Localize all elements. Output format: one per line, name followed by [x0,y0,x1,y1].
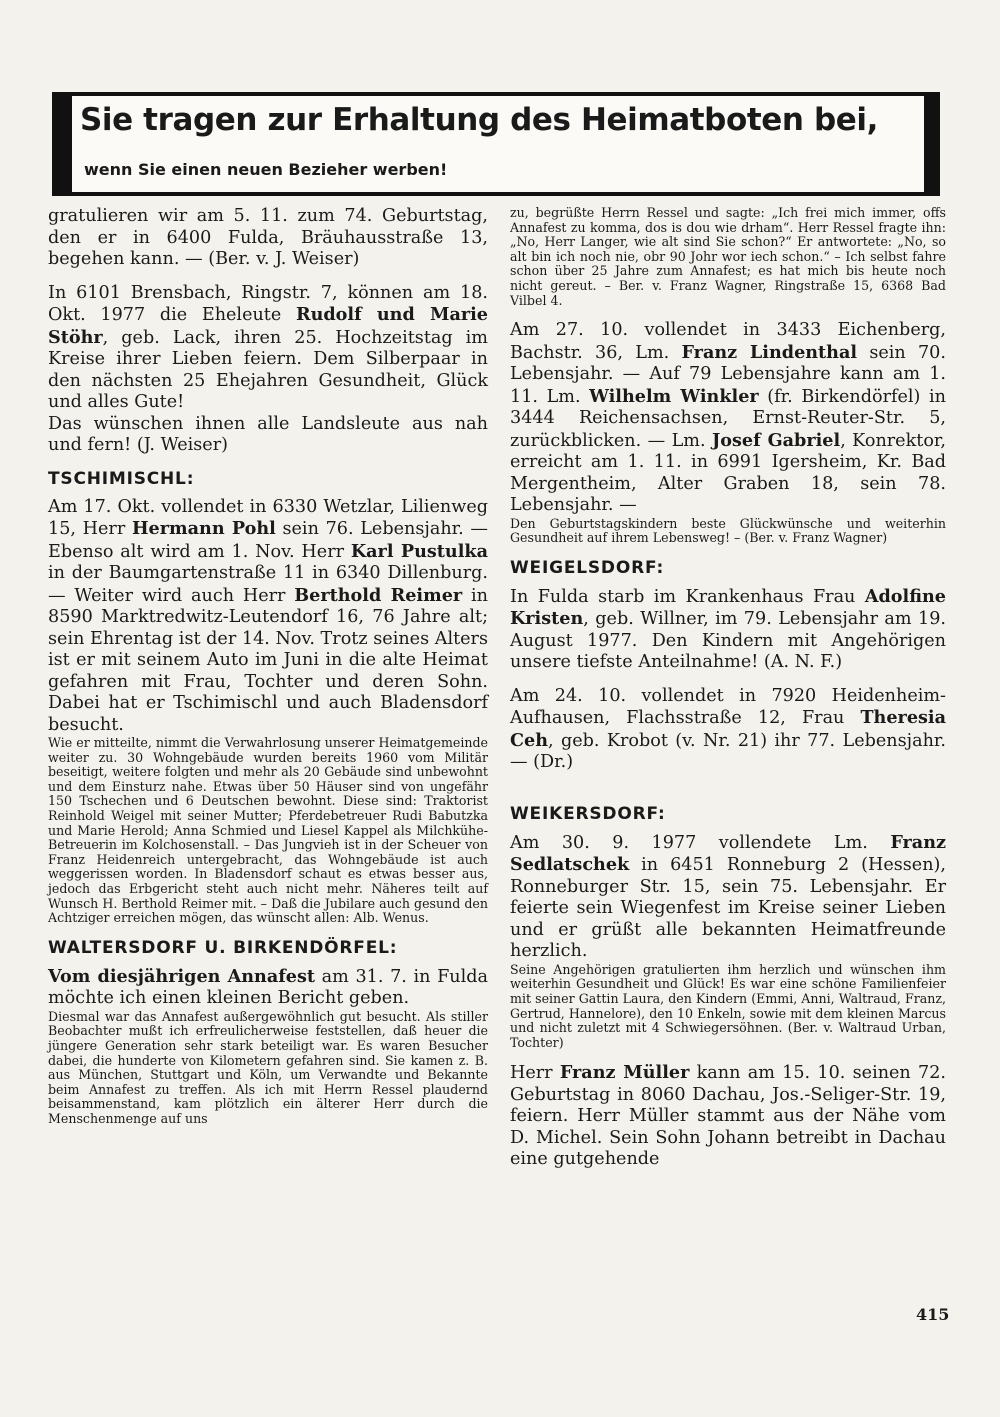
birkendoerfel-birthdays-paragraph: Am 27. 10. vollendet in 3433 Eichenberg, Bachstr. 36, Lm. Franz Lindenthal sein 70. Lebensjahr. — Auf 79 Lebensjahre kann am 1. 11. Lm. Wilhelm Winkler (fr. Birkendörfel) in 3444 Reichensachsen, Ernst-Reuter-Str. 5, zurückblicken. — Lm. Josef Gabriel, Konrektor, erreicht am 1. 11. in 6991 Igersheim, Kr. Bad Mergentheim, Alter Graben 18, sein 78. Lebensjahr. — [510,320,946,516]
banner-bar-right [924,96,936,192]
section-heading-waltersdorf: WALTERSDORF U. BIRKENDÖRFEL: [48,937,398,958]
birthday-dachau-paragraph: Herr Franz Müller kann am 15. 10. seinen 72. Geburtstag in 8060 Dachau, Jos.-Seliger-Str. 19, feiern. Herr Müller stammt aus der Nähe vom D. Michel. Sein Sohn Johann betreibt in Dachau eine gutgehende [510,1062,947,1170]
birthday-ronneburg-paragraph: Am 30. 9. 1977 vollendete Lm. Franz Sedlatschek in 6451 Ronneburg 2 (Hessen), Ronneburger Str. 15, sein 75. Lebensjahr. Er feierte sein Wiegenfest im Kreise seiner Lieben und er grüßt alle bekannten Heimatfreunde herzlich. [510,831,946,962]
banner-subtitle: wenn Sie einen neuen Bezieher werben! [84,160,448,179]
section-heading-weigelsdorf: WEIGELSDORF: [510,557,665,578]
annafest-intro-paragraph: Vom diesjährigen Annafest am 31. 7. in Fulda möchte ich einen kleinen Bericht geben. [48,965,488,1009]
obituary-paragraph: In Fulda starb im Krankenhaus Frau Adolfine Kristen, geb. Willner, im 79. Lebensjahr am 19. August 1977. Den Kindern mit Angehörigen unsere tiefste Anteilnahme! (A. N. F.) [510,585,946,673]
annafest-continuation-paragraph: zu, begrüßte Herrn Ressel und sagte: „Ich frei mich immer, offs Annafest zu komma, dos is dou wie drham“. Herr Ressel fragte ihn: „No, Herr Langer, wie alt sind Sie schon?“ Er antwortete: „No, so alt bin ich noch nie, obr 90 Johr wor iech schon.“ – Ich selbst fahre schon über 25 Jahre zum Annafest; es hat mich bis heute noch nicht gereut. – Ber. v. Franz Wagner, Ringstraße 15, 6368 Bad Vilbel 4. [510,205,946,308]
greeting-paragraph: Das wünschen ihnen alle Landsleute aus nah und fern! (J. Weiser) [48,413,488,455]
tschimischl-report-paragraph: Wie er mitteilte, nimmt die Verwahrlosung unserer Heimatgemeinde weiter zu. 30 Wohngebäude wurden bereits 1960 vom Militär beseitigt, weitere folgten und mehr als 20 Gebäude sind unbewohnt und dem Einsturz nahe. Etwas über 50 Häuser sind von ungefähr 150 Tschechen und 6 Deutschen bewohnt. Diese sind: Traktorist Reinhold Weigel mit seiner Mutter; Pferdebetreuer Rudi Babutzka und Marie Herold; Anna Schmied und Liesel Kappel als Milchkühe-Betreuerin im Kolchosenstall. – Das Jungvieh ist in der Scheuer von Franz Heidenreich untergebracht, das Wohngebäude ist auch weggerissen worden. In Bladensdorf schaut es etwas besser aus, jedoch das Erbgericht steht auch nicht mehr. Näheres teilt auf Wunsch H. Berthold Reimer mit. – Daß die Jubilare auch gesund den Achtziger erreichen mögen, das wünscht allen: Alb. Wenus. [48,735,488,926]
family-celebration-paragraph: Seine Angehörigen gratulierten ihm herzlich und wünschen ihm weiterhin Gesundheit und Glück! Es war eine schöne Familienfeier mit seiner Gattin Laura, den Kindern (Emmi, Anni, Waltraud, Franz, Gertrud, Hannelore), den 10 Enkeln, sowie mit dem kleinen Marcus und nicht zuletzt mit 4 Schwiegersöhnen. (Ber. v. Waltraud Urban, Tochter) [510,961,946,1050]
tschimischl-birthdays-paragraph: Am 17. Okt. vollendet in 6330 Wetzlar, Lilienweg 15, Herr Hermann Pohl sein 76. Lebensjahr. — Ebenso alt wird am 1. Nov. Herr Karl Pustulka in der Baumgartenstraße 11 in 6340 Dillenburg. — Weiter wird auch Herr Berthold Reimer in 8590 Marktredwitz-Leutendorf 16, 76 Jahre alt; sein Ehrentag ist der 14. Nov. Trotz seines Alters ist er mit seinem Auto im Juni in die alte Heimat gefahren mit Frau, Tochter und deren Sohn. Dabei hat er Tschimischl und auch Bladensdorf besucht. [48,496,488,735]
right-column [510,206,946,1171]
banner-title: Sie tragen zur Erhaltung des Heimatboten bei, [80,102,878,138]
left-column [48,206,488,1126]
subscription-banner [52,92,940,196]
section-heading-tschimischl: TSCHIMISCHL: [48,468,195,489]
birthday-wishes-paragraph: Den Geburtstagskindern beste Glückwünsche und weiterhin Gesundheit auf ihrem Lebensweg! – (Ber. v. Franz Wagner) [510,515,946,546]
birthday-fulda-paragraph: gratulieren wir am 5. 11. zum 74. Geburtstag, den er in 6400 Fulda, Bräuhausstraße 13, begehen kann. — (Ber. v. J. Weiser) [48,206,488,269]
anniversary-paragraph: In 6101 Brensbach, Ringstr. 7, können am 18. Okt. 1977 die Eheleute Rudolf und Marie Stöhr, geb. Lack, ihren 25. Hochzeitstag im Kreise ihrer Lieben feiern. Dem Silberpaar in den nächsten 25 Ehejahren Gesundheit, Glück und alles Gute! [48,282,488,412]
birthday-heidenheim-paragraph: Am 24. 10. vollendet in 7920 Heidenheim-Aufhausen, Flachsstraße 12, Frau Theresia Ceh, geb. Krobot (v. Nr. 21) ihr 77. Lebensjahr. — (Dr.) [510,685,946,773]
annafest-report-paragraph: Diesmal war das Annafest außergewöhnlich gut besucht. Als stiller Beobachter mußt ich erfreulicherweise feststellen, daß heuer die jüngere Generation sehr stark beteiligt war. Es waren Besucher dabei, die hunderte von Kilometern gefahren sind. Sie kamen z. B. aus München, Stuttgart und Köln, um Verwandte und Bekannte beim Annafest zu treffen. Als ich mit Herrn Ressel plaudernd beisammenstand, kam plötzlich ein älterer Herr durch die Menschenmenge auf uns [48,1008,488,1126]
page-number: 415 [916,1305,950,1324]
banner-bar-left [56,96,72,192]
section-heading-weikersdorf: WEIKERSDORF: [510,803,666,824]
